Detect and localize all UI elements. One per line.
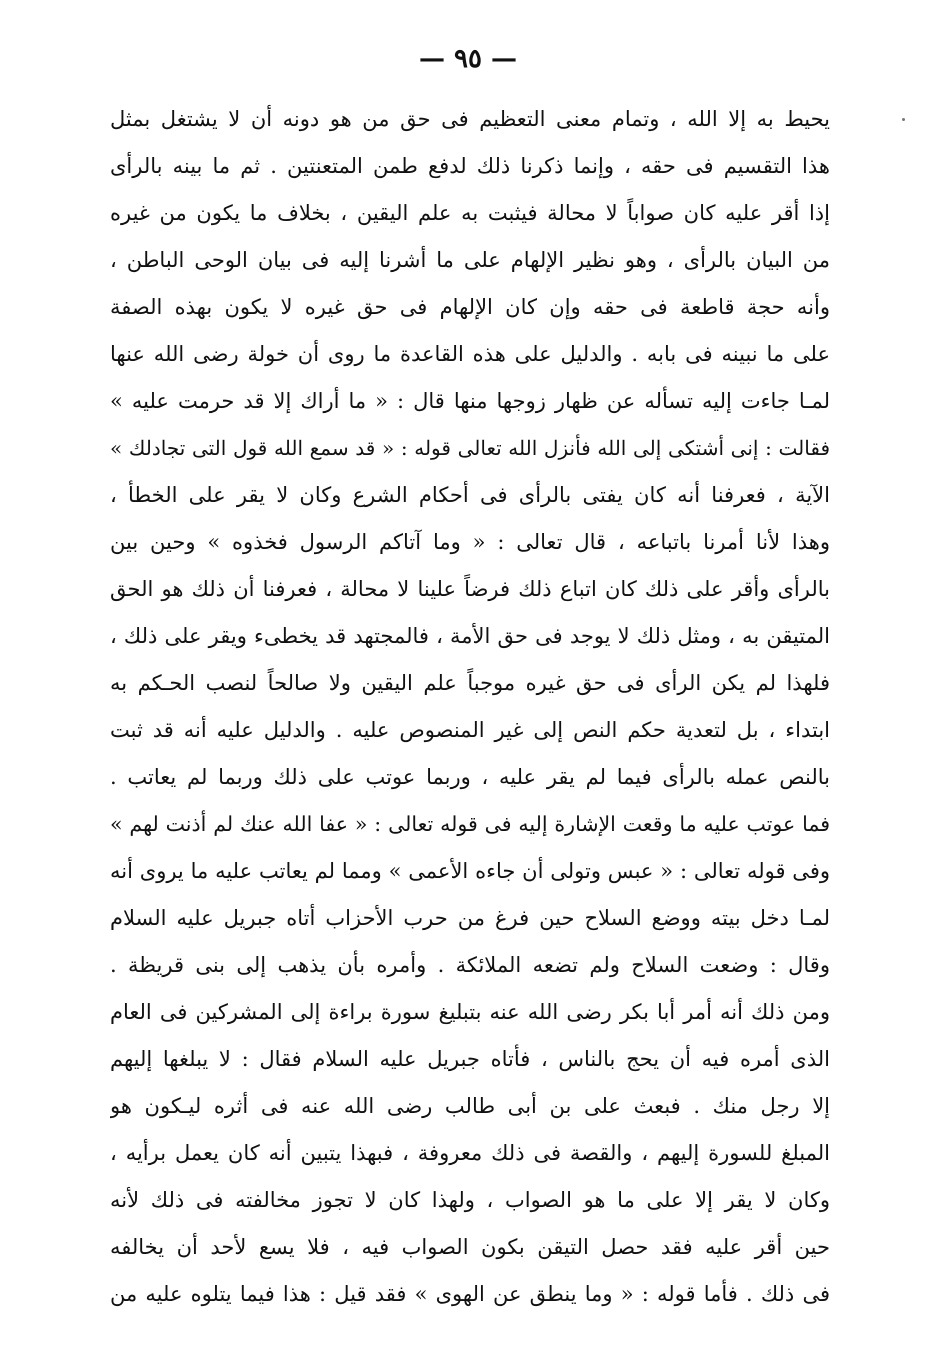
text-line: من البيان بالرأى ، وهو نظير الإلهام على ما أشرنا إليه فى بيان الوحى الباطن ، [110, 248, 830, 272]
text-line: بالنص عمله بالرأى فيما لم يقر عليه ، وربما عوتب على ذلك وربما لم يعاتب . [110, 765, 830, 789]
text-line: إذا أقر عليه كان صواباً لا محالة فيثبت به علم اليقين ، بخلاف ما يكون من غيره [110, 201, 830, 225]
text-line: ابتداء ، بل لتعدية حكم النص إلى غير المنصوص عليه . والدليل عليه أنه قد ثبت [110, 718, 830, 742]
text-line: يحيط به إلا الله ، وتمام معنى التعظيم فى حق من هو دونه أن لا يشتغل بمثل [110, 107, 830, 131]
text-line: الذى أمره فيه أن يحج بالناس ، فأتاه جبريل عليه السلام فقال : لا يبلغها إليهم [110, 1047, 830, 1071]
text-line: وفى قوله تعالى : « عبس وتولى أن جاءه الأعمى » ومما لم يعاتب عليه ما يروى أنه [110, 859, 830, 883]
text-line: إلا رجل منك . فبعث على بن أبى طالب رضى الله عنه فى أثره ليـكون هو [110, 1094, 830, 1118]
text-line: وقال : وضعت السلاح ولم تضعه الملائكة . وأمره بأن يذهب إلى بنى قريظة . [110, 953, 830, 977]
text-line: فقالت : إنى أشتكى إلى الله فأنزل الله تعالى قوله : « قد سمع الله قول التى تجادلك » [110, 436, 830, 460]
text-line: فى ذلك . فأما قوله : « وما ينطق عن الهوى » فقد قيل : هذا فيما يتلوه عليه من [110, 1282, 830, 1306]
text-line: هذا التقسيم فى حقه ، وإنما ذكرنا ذلك لدفع طمن المتعنتين . ثم ما بينه بالرأى [110, 154, 830, 178]
text-line: ومن ذلك أنه أمر أبا بكر رضى الله عنه بتبليغ سورة براءة إلى المشركين فى العام [110, 1000, 830, 1024]
text-line: لمـا دخل بيته ووضع السلاح حين فرغ من حرب الأحزاب أتاه جبريل عليه السلام [110, 906, 830, 930]
scan-speck [902, 118, 905, 121]
text-line: لمـا جاءت إليه تسأله عن ظهار زوجها منها قال : « ما أراك إلا قد حرمت عليه » [110, 389, 830, 413]
text-line: المبلغ للسورة إليهم ، والقصة فى ذلك معروفة ، فبهذا يتبين أنه كان يعمل برأيه ، [110, 1141, 830, 1165]
text-line: وهذا لأنا أمرنا باتباعه ، قال تعالى : « وما آتاكم الرسول فخذوه » وحين بين [110, 530, 830, 554]
page-number: — ٩٥ — [418, 44, 518, 74]
text-line: وكان لا يقر إلا على ما هو الصواب ، ولهذا كان لا تجوز مخالفته فى ذلك لأنه [110, 1188, 830, 1212]
text-line: على ما نبينه فى بابه . والدليل على هذه القاعدة ما روى أن خولة رضى الله عنها [110, 342, 830, 366]
text-line: حين أقر عليه فقد حصل التيقن بكون الصواب فيه ، فلا يسع لأحد أن يخالفه [110, 1235, 830, 1259]
text-line: وأنه حجة قاطعة فى حقه وإن كان الإلهام فى حق غيره لا يكون بهذه الصفة [110, 295, 830, 319]
text-line: المتيقن به ، ومثل ذلك لا يوجد فى حق الأمة ، فالمجتهد قد يخطىء ويقر على ذلك ، [110, 624, 830, 648]
body-text [110, 96, 830, 1318]
text-line: فلهذا لم يكن الرأى فى حق غيره موجباً علم اليقين ولا صالحاً لنصب الحـكم به [110, 671, 830, 695]
text-line: الآية ، فعرفنا أنه كان يفتى بالرأى فى أحكام الشرع وكان لا يقر على الخطأ ، [110, 483, 830, 507]
text-line: بالرأى وأقر على ذلك كان اتباع ذلك فرضاً علينا لا محالة ، فعرفنا أن ذلك هو الحق [110, 577, 830, 601]
text-line: فما عوتب عليه ما وقعت الإشارة إليه فى قوله تعالى : « عفا الله عنك لم أذنت لهم » [110, 812, 830, 836]
